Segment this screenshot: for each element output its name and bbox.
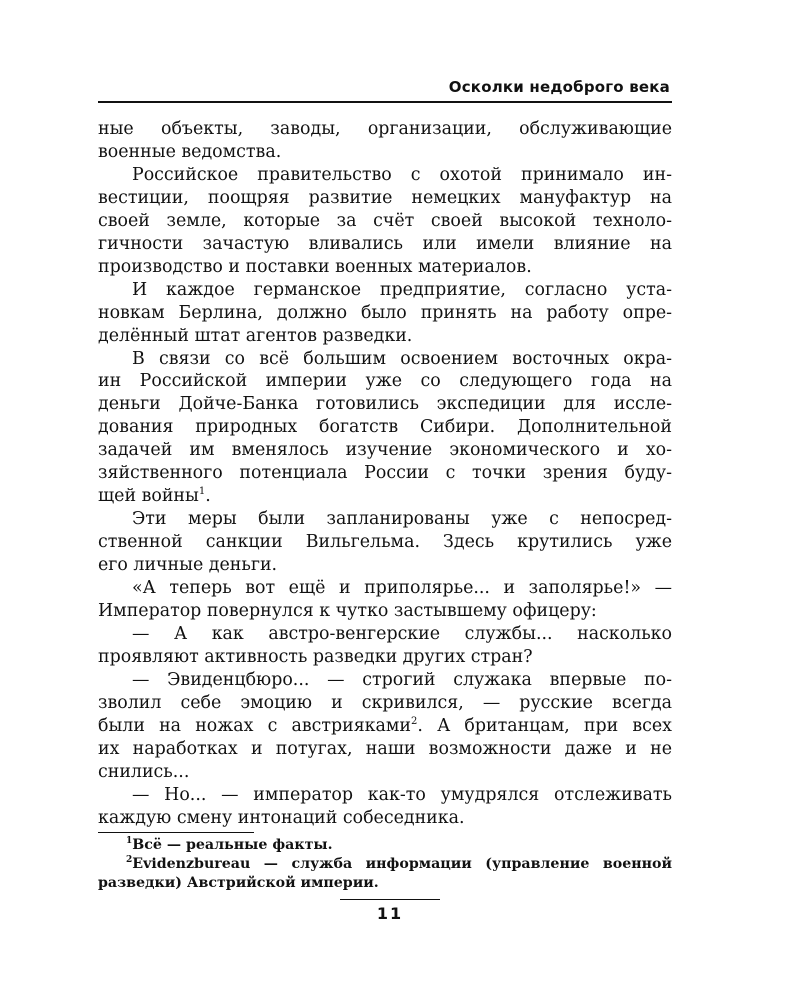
text-line: «А теперь вот ещё и приполярье... и заполярье!» — <box>132 578 672 599</box>
text-fragment: . <box>205 486 211 507</box>
text-line: снились... <box>98 761 190 782</box>
text-line: проявляют активность разведки других стран? <box>98 646 533 667</box>
header-rule <box>98 101 672 103</box>
text-line: ин Российской империи уже со следующего года на <box>98 371 672 392</box>
text-line: Российское правительство с охотой принимало ин- <box>132 164 672 185</box>
text-line: И каждое германское предприятие, согласно уста- <box>132 279 672 300</box>
footnote-ref-2[interactable]: 2 <box>411 715 418 727</box>
text-line: дования природных богатств Сибири. Дополнительной <box>98 417 672 438</box>
text-line: В связи со всё большим освоением восточных окра- <box>132 348 672 369</box>
text-line: вестиции, поощряя развитие немецких мануфактур на <box>98 187 672 208</box>
running-title: Осколки недоброго века <box>448 78 670 96</box>
text-line: — Эвиденцбюро... — строгий служака впервые по- <box>132 669 672 690</box>
footnote-2-mark: 2 <box>126 855 133 865</box>
body-text <box>98 118 672 830</box>
text-line: зволил себе эмоцию и скривился, — русские всегда <box>98 692 672 713</box>
footnotes <box>98 836 672 893</box>
text-line: производство и поставки военных материалов. <box>98 256 532 277</box>
footnote-1-text: Всё — реальные факты. <box>132 837 333 853</box>
text-line: их наработках и потугах, наши возможности даже и не <box>98 738 672 759</box>
footnote-1 <box>98 836 672 855</box>
text-line: делённый штат агентов разведки. <box>98 325 413 346</box>
text-line <box>98 715 672 738</box>
text-line: каждую смену интонаций собеседника. <box>98 807 465 828</box>
text-fragment: щей войны <box>98 486 199 507</box>
text-line: задачей им вменялось изучение экономического и хо- <box>98 440 672 461</box>
footnote-2 <box>98 855 672 874</box>
text-line: Император повернулся к чутко застывшему офицеру: <box>98 601 597 622</box>
text-line: Эти меры были запланированы уже с непосред- <box>132 509 672 530</box>
footnote-2-continuation: разведки) Австрийской империи. <box>98 875 379 891</box>
text-fragment: были на ножах с австрияками <box>98 715 412 736</box>
text-line: новкам Берлина, должно было принять на работу опре- <box>98 302 672 323</box>
text-line: военные ведомства. <box>98 141 282 162</box>
text-line <box>98 485 672 508</box>
text-line: зяйственного потенциала России с точки зрения буду- <box>98 463 672 484</box>
text-line: его личные деньги. <box>98 555 278 576</box>
text-line: — Но... — император как-то умудрялся отслеживать <box>132 784 672 805</box>
page-number: 11 <box>376 904 404 923</box>
text-line: — А как австро-венгерские службы... насколько <box>132 623 672 644</box>
footnote-ref-1[interactable]: 1 <box>198 486 206 498</box>
footnote-rule <box>98 832 254 833</box>
footnote-1-mark: 1 <box>126 836 133 846</box>
page-number-rule <box>340 899 440 900</box>
footnote-2-text: Evidenzbureau — служба информации (управление военной <box>132 856 672 872</box>
text-line: гичности зачастую вливались или имели влияние на <box>98 233 672 254</box>
text-line: ственной санкции Вильгельма. Здесь крутились уже <box>98 532 672 553</box>
text-fragment: . А британцам, при всех <box>417 715 672 736</box>
text-line: деньги Дойче-Банка готовились экспедиции для иссле- <box>98 394 672 415</box>
text-line: ные объекты, заводы, организации, обслуживающие <box>98 119 672 139</box>
text-line: своей земле, которые за счёт своей высокой техноло- <box>98 210 672 231</box>
